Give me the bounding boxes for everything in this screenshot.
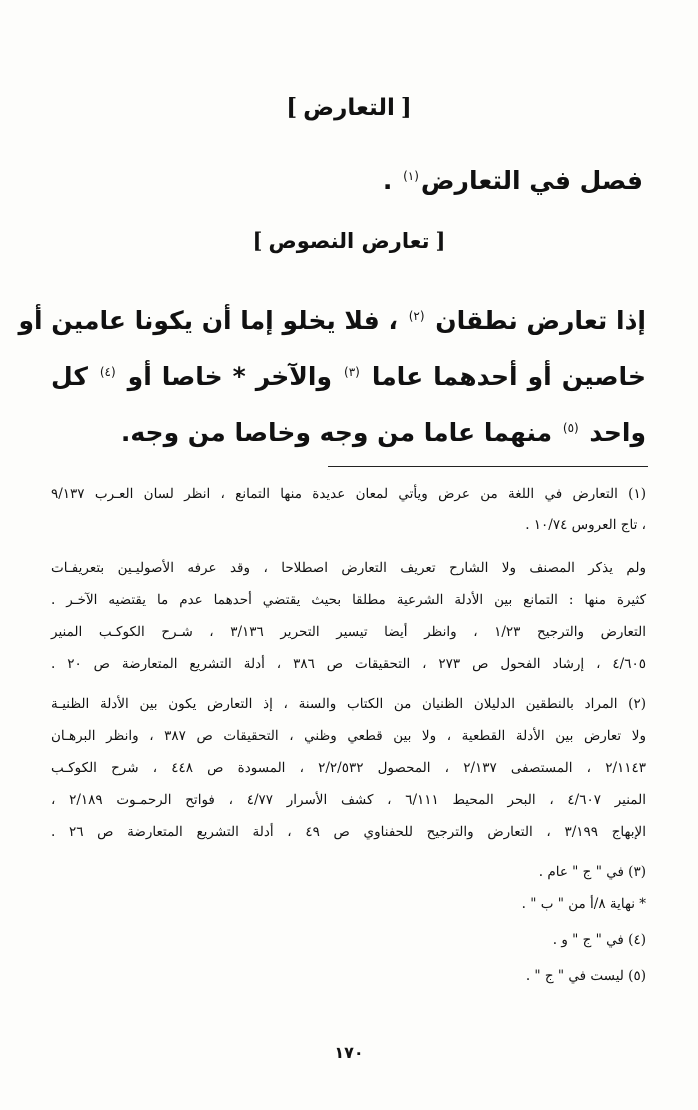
footnote-line: (٢) المراد بالنطقين الدليلان الظنيان من الكتاب والسنة ، إذ التعارض يكون بين الأدلة الظنيـة — [51, 696, 646, 712]
footnote-line: الإبهاج ٣/١٩٩ ، التعارض والترجيح للحفناوي ص ٤٩ ، أدلة التشريع المتعارضة ص ٢٦ . — [51, 824, 646, 840]
main-text-line-3 — [51, 418, 646, 447]
page-number: ١٧٠ — [334, 1043, 364, 1062]
main-line-2-part-c: كل — [51, 362, 88, 391]
main-line-3-part-a: واحد — [589, 418, 646, 447]
main-heading — [0, 94, 698, 121]
main-line-2-part-b: والآخر * خاصا أو — [127, 362, 333, 391]
footnote-line: كثيرة منها : التمانع بين الأدلة الشرعية مطلقا بحيث يقتضي أحدهما عدم ما يقتضيه الآخـر . — [51, 592, 646, 608]
footnote-line: التعارض والترجيح ١/٢٣ ، وانظر أيضا تيسير التحرير ٣/١٣٦ ، شـرح الكوكـب المنير — [51, 624, 646, 640]
main-line-2-part-a: خاصين أو أحدهما عاما — [371, 362, 646, 391]
footnote-ref-1: (١) — [403, 168, 419, 183]
footnote-ref-4: (٤) — [99, 364, 116, 379]
footnote-line: ولا تعارض بين الأدلة القطعية ، ولا بين قطعي وظني ، التحقيقات ص ٣٨٧ ، وانظر البرهـان — [51, 728, 646, 744]
section-title — [383, 166, 643, 195]
heading-bracket-open: [ — [400, 94, 412, 121]
footnote-divider — [328, 466, 648, 467]
main-heading-text: التعارض — [303, 95, 395, 121]
footnote-line: (١) التعارض في اللغة من عرض ويأتي لمعان عديدة منها التمانع ، انظر لسان العـرب ٩/١٣٧ — [51, 486, 646, 502]
subheading-bracket-open: [ — [435, 228, 446, 253]
main-line-1-part-b: ، فلا يخلو إما أن يكونا عامين أو — [18, 306, 398, 335]
footnote-line: (٥) ليست في " ج " . — [525, 968, 646, 984]
footnote-ref-3: (٣) — [344, 364, 360, 379]
main-text-line-1 — [18, 306, 646, 335]
subheading-bracket-close: ] — [252, 228, 263, 253]
footnote-line: (٣) في " ج " عام . — [538, 864, 646, 880]
main-line-1-part-a: إذا تعارض نطقان — [435, 306, 646, 335]
main-text-line-2 — [51, 362, 646, 391]
footnote-line: (٤) في " ج " و . — [552, 932, 646, 948]
footnote-line: ٢/١١٤٣ ، المستصفى ٢/١٣٧ ، المحصول ٢/٢/٥٣٢ ، المسودة ص ٤٤٨ ، شرح الكوكـب — [51, 760, 646, 776]
main-line-3-part-b: منهما عاما من وجه وخاصا من وجه. — [120, 418, 553, 447]
section-title-text: فصل في التعارض — [420, 166, 643, 195]
footnote-line: * نهاية ٨/أ من " ب " . — [521, 896, 646, 912]
sub-heading — [0, 228, 698, 253]
footnote-ref-2: (٢) — [408, 308, 425, 323]
sub-heading-text: تعارض النصوص — [268, 229, 430, 253]
section-title-period: . — [382, 166, 393, 195]
heading-bracket-close: ] — [286, 94, 298, 121]
footnote-ref-5: (٥) — [562, 420, 579, 435]
footnote-line: ٤/٦٠٥ ، إرشاد الفحول ص ٢٧٣ ، التحقيقات ص ٣٨٦ ، أدلة التشريع المتعارضة ص ٢٠ . — [51, 656, 646, 672]
footnote-line: ولم يذكر المصنف ولا الشارح تعريف التعارض اصطلاحا ، وقد عرفه الأصوليـين بتعريفـات — [51, 560, 646, 576]
footnote-line: المنير ٤/٦٠٧ ، البحر المحيط ٦/١١١ ، كشف الأسرار ٤/٧٧ ، فواتح الرحمـوت ٢/١٨٩ ، — [51, 792, 646, 808]
footnote-line: ، تاج العروس ١٠/٧٤ . — [525, 517, 646, 533]
